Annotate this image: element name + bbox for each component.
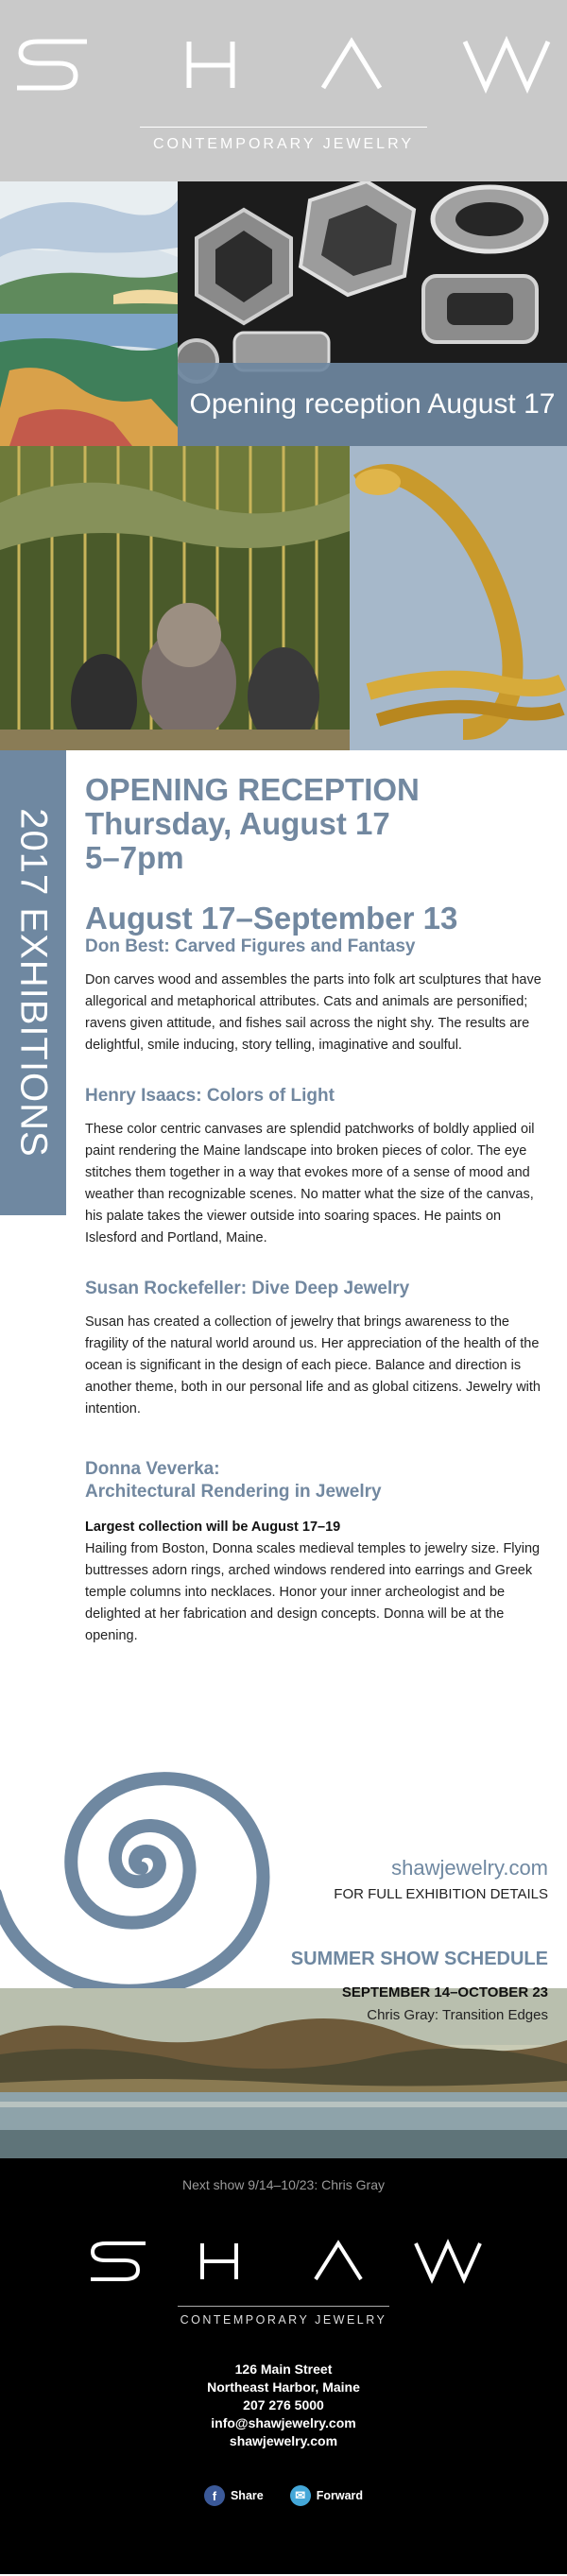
artist-section-donna-veverka: [85, 1458, 548, 1647]
main-content: [0, 750, 567, 2023]
artist-title: Don Best: Carved Figures and Fantasy: [85, 936, 416, 956]
exhibitions-tab: [0, 750, 66, 1215]
shaw-logo[interactable]: [0, 34, 567, 100]
address-website[interactable]: shawjewelry.com: [229, 2433, 338, 2448]
address-street: 126 Main Street: [234, 2361, 333, 2377]
artist-body: Don carves wood and assembles the parts into folk art sculptures that have allegorical and metaphorical attributes. Cats and animals are personified; ravens given attitude, and fishes sail across the night shy. The results are delightful, smile inducing, story telling, imaginative and soulful.: [85, 972, 541, 1053]
social-bar: [0, 2485, 567, 2506]
landscape-painting-image: [0, 181, 178, 446]
address-email[interactable]: info@shawjewelry.com: [211, 2415, 356, 2430]
artist-title: Susan Rockefeller: Dive Deep Jewelry: [85, 1279, 410, 1298]
artist-lead: Largest collection will be August 17–19: [85, 1520, 341, 1535]
next-show-text: Next show 9/14–10/23: Chris Gray: [182, 2177, 385, 2192]
email-forward-icon: ✉: [290, 2485, 311, 2506]
artist-body: Susan has created a collection of jewelry that brings awareness to the fragility of the natural world around us. Her appreciation of the health of the ocean is significant in the design of each piece. Balance and direction is another theme, both in our personal life and as global citizens. Jewelry with intention.: [85, 1314, 541, 1417]
footer-shaw-logo[interactable]: [0, 2234, 567, 2291]
opening-heading-1: OPENING RECEPTION: [85, 772, 420, 807]
footer-address: [0, 2361, 567, 2450]
footer: [0, 2158, 567, 2574]
header-divider: [140, 127, 427, 128]
footer-divider: [178, 2306, 389, 2307]
facebook-icon: f: [204, 2485, 225, 2506]
summer-show-title: Chris Gray: Transition Edges: [367, 2007, 548, 2023]
folk-art-painting-image: [0, 446, 350, 750]
artist-title: Henry Isaacs: Colors of Light: [85, 1086, 335, 1106]
header: [0, 0, 567, 181]
artist-section-henry-isaacs: [85, 1085, 548, 1249]
forward-label: Forward: [316, 2489, 364, 2502]
hero-collage: [0, 181, 567, 750]
website-link[interactable]: shawjewelry.com: [391, 1856, 548, 1880]
opening-heading-3: 5–7pm: [85, 840, 184, 875]
gold-bracelet-image: [350, 446, 567, 750]
exhibitions-tab-label: 2017 EXHIBITIONS: [12, 808, 55, 1158]
artist-title-line1: Donna Veverka:: [85, 1459, 220, 1479]
share-label: Share: [230, 2489, 264, 2502]
address-city: Northeast Harbor, Maine: [207, 2379, 360, 2395]
summer-schedule-heading: SUMMER SHOW SCHEDULE: [290, 1949, 548, 1969]
content-column: [85, 773, 548, 1647]
footer-tagline: CONTEMPORARY JEWELRY: [180, 2313, 387, 2327]
reception-banner: Opening reception August 17: [178, 363, 567, 446]
artist-section-susan-rockefeller: [85, 1278, 548, 1420]
full-details-text: FOR FULL EXHIBITION DETAILS: [334, 1886, 548, 1902]
forward-button[interactable]: [290, 2485, 363, 2506]
summer-dates: SEPTEMBER 14–OCTOBER 23: [341, 1984, 548, 2001]
date-range-heading: August 17–September 13: [85, 901, 458, 936]
spiral-graphic: [0, 1743, 340, 1988]
header-tagline: CONTEMPORARY JEWELRY: [152, 136, 415, 152]
artist-section-don-best: [85, 936, 548, 1056]
opening-heading-2: Thursday, August 17: [85, 806, 390, 841]
artist-body: Hailing from Boston, Donna scales medieval temples to jewelry size. Flying buttresses adorn rings, arched windows rendered into earrings and Greek temple columns into necklaces. Honor your inner archeologist and be delighted at her fabrication and design concepts. Donna will be at the opening.: [85, 1541, 541, 1643]
share-button[interactable]: [204, 2485, 264, 2506]
artist-body: These color centric canvases are splendid patchworks of boldly applied oil paint rendering the Maine landscape into broken pieces of color. The eye stitches them together in a way that evokes more of a sense of mood and weather than recognizable scenes. No matter what the size of the canvas, his palate takes the viewer outside into soaring spaces. He paints on Islesford and Portland, Maine.: [85, 1122, 535, 1245]
address-phone[interactable]: 207 276 5000: [243, 2397, 324, 2413]
artist-title-line2: Architectural Rendering in Jewelry: [85, 1482, 382, 1502]
